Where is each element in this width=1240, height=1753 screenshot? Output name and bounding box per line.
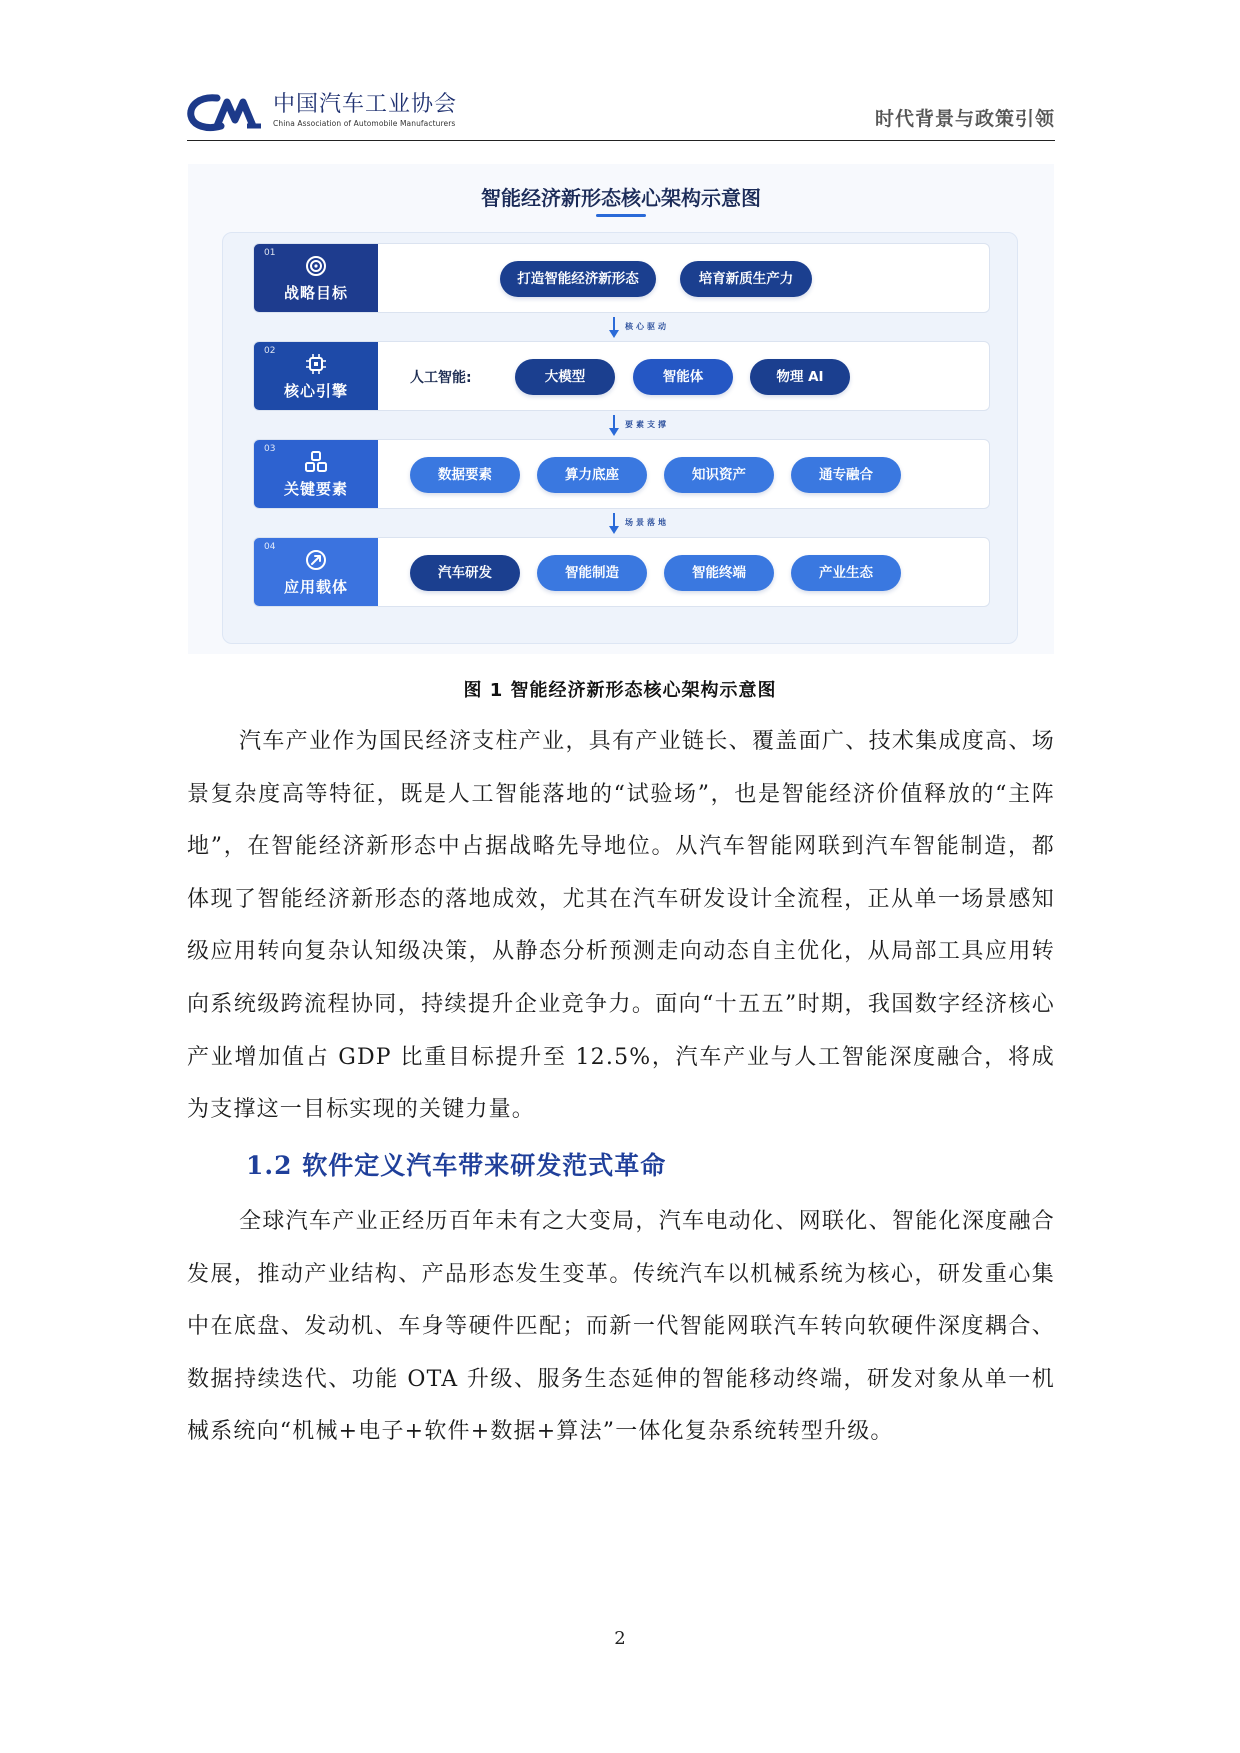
connector-arrow xyxy=(607,415,727,437)
connector-label: 要素支撑 xyxy=(625,420,669,429)
item-pill: 大模型 xyxy=(515,359,615,395)
page-header xyxy=(187,86,1055,142)
layer-label: 关键要素 xyxy=(283,480,348,498)
org-name-en: China Association of Automobile Manufacturers xyxy=(273,119,456,128)
header-divider xyxy=(187,140,1055,141)
layer-label: 战略目标 xyxy=(283,284,348,302)
chip-icon xyxy=(304,352,328,376)
item-pill: 通专融合 xyxy=(791,457,901,493)
item-pill: 数据要素 xyxy=(410,457,520,493)
item-pill: 产业生态 xyxy=(791,555,901,591)
layer-header xyxy=(254,342,378,410)
layer-items xyxy=(378,538,989,606)
connector-label: 场景落地 xyxy=(625,518,669,527)
page-number: 2 xyxy=(614,1628,626,1649)
connector-label: 核心驱动 xyxy=(625,322,669,331)
item-pill: 培育新质生产力 xyxy=(680,261,812,297)
caam-logo-icon xyxy=(187,92,265,132)
body-paragraph: 汽车产业作为国民经济支柱产业，具有产业链长、覆盖面广、技术集成度高、场景复杂度高等特征，既是人工智能落地的“试验场”，也是智能经济价值释放的“主阵地”，在智能经济新形态中占据战略先导地位。从汽车智能网联到汽车智能制造，都体现了智能经济新形态的落地成效，尤其在汽车研发设计全流程，正从单一场景感知级应用转向复杂认知级决策，从静态分析预测走向动态自主优化，从局部工具应用转向系统级跨流程协同，持续提升企业竞争力。面向“十五五”时期，我国数字经济核心产业增加值占 GDP 比重目标提升至 12.5%，汽车产业与人工智能深度融合，将成为支撑这一目标实现的关键力量。 xyxy=(187,729,1055,1123)
item-pill: 智能制造 xyxy=(537,555,647,591)
layer-number: 04 xyxy=(264,542,276,552)
layer-label: 应用载体 xyxy=(283,578,348,596)
layer-row-elements xyxy=(253,439,990,509)
diagram-panel xyxy=(222,232,1018,644)
layer-items xyxy=(378,440,989,508)
item-pill: 汽车研发 xyxy=(410,555,520,591)
body-paragraph: 全球汽车产业正经历百年未有之大变局，汽车电动化、网联化、智能化深度融合发展，推动产业结构、产品形态发生变革。传统汽车以机械系统为核心，研发重心集中在底盘、发动机、车身等硬件匹配；而新一代智能网联汽车转向软硬件深度耦合、数据持续迭代、功能 OTA 升级、服务生态延伸的智能移动终端，研发对象从单一机械系统向“机械+电子+软件+数据+算法”一体化复杂系统转型升级。 xyxy=(187,1209,1055,1445)
arrow-down-icon xyxy=(607,513,621,535)
layer-row-strategy xyxy=(253,243,990,313)
logo-text xyxy=(273,92,457,130)
layer-header xyxy=(254,440,378,508)
architecture-figure xyxy=(188,164,1054,654)
layer-header xyxy=(254,538,378,606)
figure-caption: 图 1 智能经济新形态核心架构示意图 xyxy=(463,680,777,701)
arrow-down-icon xyxy=(607,317,621,339)
item-pill: 智能体 xyxy=(633,359,733,395)
layer-number: 03 xyxy=(264,444,276,454)
item-pill: 物理 AI xyxy=(750,359,850,395)
connector-arrow xyxy=(607,317,727,339)
item-pill: 打造智能经济新形态 xyxy=(500,261,656,297)
item-pill: 算力底座 xyxy=(537,457,647,493)
target-icon xyxy=(304,254,328,278)
layer-number: 02 xyxy=(264,346,276,356)
item-pill: 智能终端 xyxy=(664,555,774,591)
blocks-icon xyxy=(304,450,328,474)
layer-number: 01 xyxy=(264,248,276,258)
layer-label: 核心引擎 xyxy=(283,382,348,400)
compass-icon xyxy=(304,548,328,572)
arrow-down-icon xyxy=(607,415,621,437)
ai-prefix-label: 人工智能: xyxy=(410,370,472,386)
org-name-cn: 中国汽车工业协会 xyxy=(273,92,458,117)
item-pill: 知识资产 xyxy=(664,457,774,493)
section-heading: 1.2 软件定义汽车带来研发范式革命 xyxy=(246,1151,667,1180)
layer-items xyxy=(378,244,989,312)
title-underline xyxy=(596,214,646,217)
section-header-title: 时代背景与政策引领 xyxy=(874,108,1055,130)
figure-title: 智能经济新形态核心架构示意图 xyxy=(481,186,761,210)
layer-row-engine xyxy=(253,341,990,411)
connector-arrow xyxy=(607,513,727,535)
layer-header xyxy=(254,244,378,312)
layer-row-carriers xyxy=(253,537,990,607)
layer-items xyxy=(378,342,989,410)
